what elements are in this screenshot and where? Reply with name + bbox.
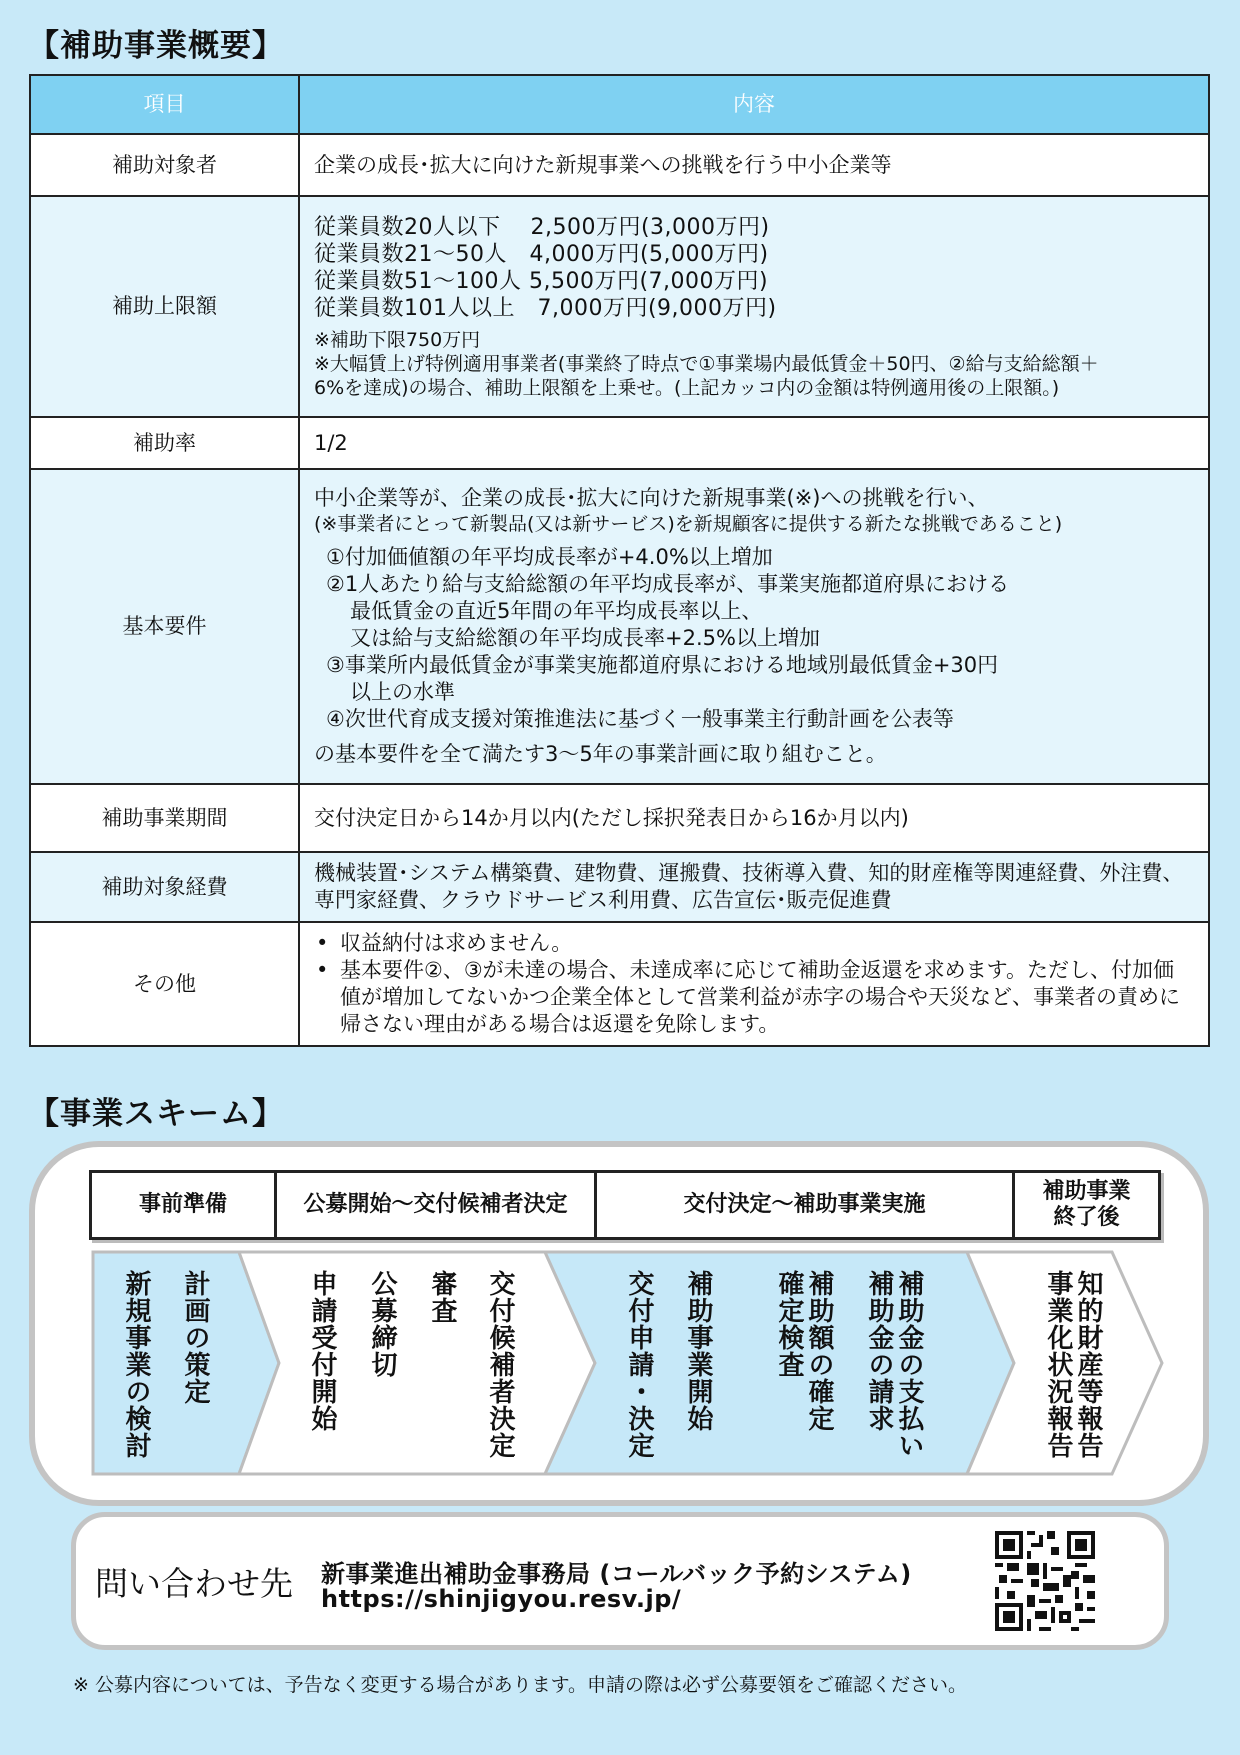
overview-table <box>29 74 1210 1047</box>
step-review: 審査 <box>427 1270 457 1324</box>
phase-prep: 事前準備 <box>92 1173 277 1237</box>
step-inspection: 確定検査 <box>774 1270 804 1378</box>
value-other <box>299 922 1209 1046</box>
phase-implementation: 交付決定～補助事業実施 <box>597 1173 1015 1237</box>
scheme-title: 【事業スキーム】 <box>28 1096 284 1132</box>
row-other <box>30 922 1209 1046</box>
limit-note: ※大幅賃上げ特例適用事業者(事業終了時点で①事業場内最低賃金＋50円、②給与支給総額＋ <box>314 352 1099 375</box>
value-target: 企業の成長･拡大に向けた新規事業への挑戦を行う中小企業等 <box>299 134 1209 196</box>
req-item-1: ①付加価値額の年平均成長率が+4.0%以上増加 <box>326 545 773 569</box>
label-expenses: 補助対象経費 <box>30 852 299 922</box>
req-closing: の基本要件を全て満たす3～5年の事業計画に取り組むこと。 <box>314 742 887 766</box>
label-requirements: 基本要件 <box>30 469 299 784</box>
step-grant-application: 交付申請・決定 <box>624 1270 654 1459</box>
step-consider: 新規事業の検討 <box>121 1270 151 1459</box>
req-item-4: ④次世代育成支援対策推進法に基づく一般事業主行動計画を公表等 <box>326 707 954 731</box>
step-plan: 計画の策定 <box>180 1270 210 1405</box>
contact-office: 新事業進出補助金事務局 (コールバック予約システム) <box>321 1560 912 1588</box>
step-candidate-decision: 交付候補者決定 <box>485 1270 515 1459</box>
overview-title: 【補助事業概要】 <box>28 28 284 64</box>
phase-row <box>89 1170 1161 1240</box>
req-item-3: ③事業所内最低賃金が事業実施都道府県における地域別最低賃金+30円 <box>326 653 999 677</box>
label-limit: 補助上限額 <box>30 196 299 417</box>
table-header-row <box>30 75 1209 134</box>
step-claim: 補助金の請求 <box>864 1270 894 1432</box>
phase-application: 公募開始～交付候補者決定 <box>277 1173 597 1237</box>
row-period <box>30 784 1209 852</box>
row-expenses <box>30 852 1209 922</box>
req-item-3-cont: 以上の水準 <box>350 680 455 704</box>
arrow-application <box>239 1252 595 1474</box>
req-intro: 中小企業等が、企業の成長･拡大に向けた新規事業(※)への挑戦を行い、 <box>314 486 989 510</box>
label-rate: 補助率 <box>30 417 299 469</box>
limit-line: 従業員数20人以下 2,500万円(3,000万円) <box>314 214 770 240</box>
value-rate: 1/2 <box>299 417 1209 469</box>
req-item-2-cont: 最低賃金の直近5年間の年平均成長率以上、 <box>350 599 763 623</box>
value-expenses <box>299 852 1209 922</box>
step-commercialization-report: 事業化状況報告 <box>1043 1270 1073 1459</box>
row-rate <box>30 417 1209 469</box>
step-accept-start: 申請受付開始 <box>307 1270 337 1432</box>
value-period: 交付決定日から14か月以内(ただし採択発表日から16か月以内) <box>299 784 1209 852</box>
value-requirements <box>299 469 1209 784</box>
limit-note: ※補助下限750万円 <box>314 328 481 351</box>
step-project-start: 補助事業開始 <box>683 1270 713 1432</box>
expenses-line: 専門家経費、クラウドサービス利用費、広告宣伝･販売促進費 <box>314 888 892 912</box>
contact-url[interactable]: https://shinjigyou.resv.jp/ <box>321 1585 682 1613</box>
row-target <box>30 134 1209 196</box>
label-target: 補助対象者 <box>30 134 299 196</box>
list-item: • 収益納付は求めません。 <box>314 930 1194 957</box>
req-item-2-cont: 又は給与支給総額の年平均成長率+2.5%以上増加 <box>350 626 820 650</box>
limit-line: 従業員数101人以上 7,000万円(9,000万円) <box>314 295 777 321</box>
req-item-2: ②1人あたり給与支給総額の年平均成長率が、事業実施都道府県における <box>326 572 1010 596</box>
step-payment: 補助金の支払い <box>894 1270 924 1459</box>
label-other: その他 <box>30 922 299 1046</box>
label-period: 補助事業期間 <box>30 784 299 852</box>
step-deadline: 公募締切 <box>367 1270 397 1378</box>
expenses-line: 機械装置･システム構築費、建物費、運搬費、技術導入費、知的財産権等関連経費、外注費、 <box>314 861 1184 885</box>
limit-line: 従業員数21～50人 4,000万円(5,000万円) <box>314 241 769 267</box>
header-item: 項目 <box>30 75 299 134</box>
header-content: 内容 <box>299 75 1209 134</box>
limit-note: 6%を達成)の場合、補助上限額を上乗せ。(上記カッコ内の金額は特例適用後の上限額。) <box>314 376 1060 399</box>
contact-label: 問い合わせ先 <box>95 1564 293 1603</box>
footnote: ※ 公募内容については、予告なく変更する場合があります。申請の際は必ず公募要領をご確認ください。 <box>73 1674 968 1696</box>
row-requirements <box>30 469 1209 784</box>
list-item: • 基本要件②、③が未達の場合、未達成率に応じて補助金返還を求めます。ただし、付加価値が増加してないかつ企業全体として営業利益が赤字の場合や天災など、事業者の責めに帰さない理由がある場合は返還を免除します。 <box>314 957 1194 1038</box>
limit-line: 従業員数51～100人 5,500万円(7,000万円) <box>314 268 769 294</box>
req-intro-note: (※事業者にとって新製品(又は新サービス)を新規顧客に提供する新たな挑戦であること) <box>314 513 1063 535</box>
step-confirm-amount: 補助額の確定 <box>804 1270 834 1432</box>
qr-code-icon[interactable] <box>995 1531 1095 1631</box>
step-ip-report: 知的財産等報告 <box>1073 1270 1103 1459</box>
phase-post: 補助事業 終了後 <box>1042 1179 1131 1230</box>
value-limit <box>299 196 1209 417</box>
row-limit <box>30 196 1209 417</box>
other-list <box>314 930 1194 1038</box>
